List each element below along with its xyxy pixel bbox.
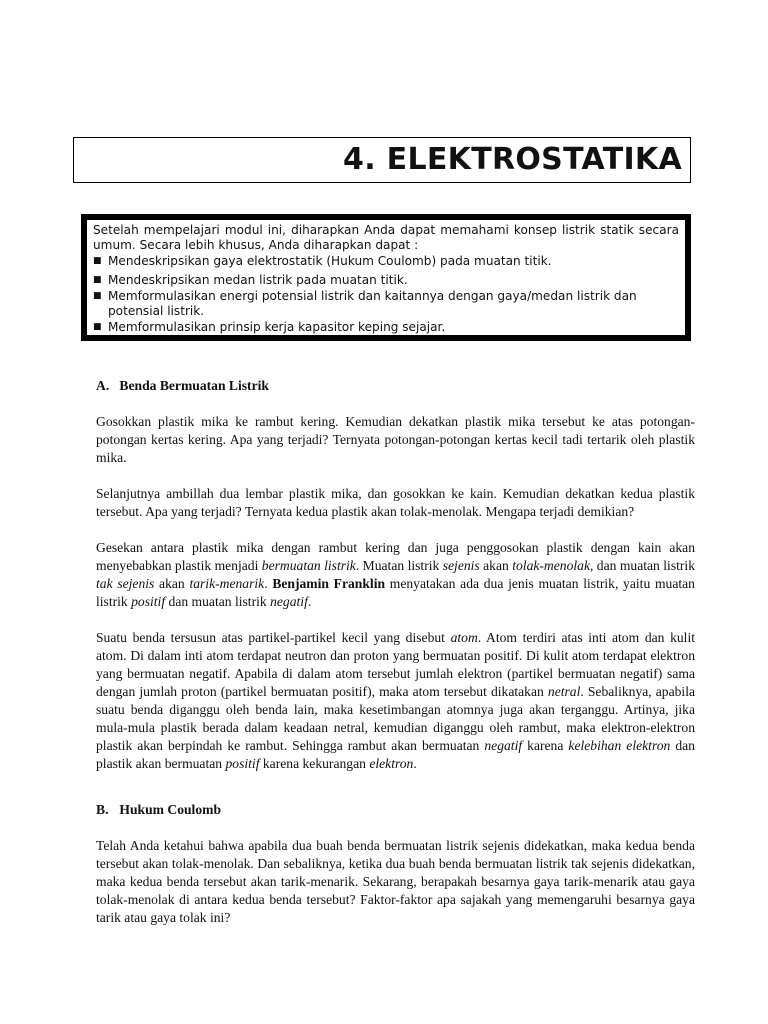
section-title: Benda Bermuatan Listrik [119,378,269,393]
objective-item: ■ Mendeskripsikan medan listrik pada muatan titik. [93,273,408,287]
main-content [96,377,695,945]
section-number: B. [96,802,109,817]
section-title: Hukum Coulomb [119,802,222,817]
section-a-heading [96,377,695,395]
square-bullet-icon: ■ [93,256,102,266]
paragraph: Selanjutnya ambillah dua lembar plastik mika, dan gosokkan ke kain. Kemudian dekatkan kedua plastik tersebut. Apa yang terjadi? Ternyata kedua plastik akan tolak-menolak. Mengapa terjadi demikian? [96,486,695,519]
paragraph: Gesekan antara plastik mika dengan rambut kering dan juga penggosokan plastik dengan kain akan menyebabkan plastik menjadi bermuatan listrik. Muatan listrik sejenis akan tolak-menolak, dan muatan listrik tak sejenis akan tarik-menarik. Benjamin Franklin menyatakan ada dua jenis muatan listrik, yaitu muatan listrik positif dan muatan listrik negatif. [96,540,695,609]
section-number: A. [96,378,110,393]
chapter-title-box [73,137,691,183]
learning-objectives-box [81,214,691,341]
paragraph: Gosokkan plastik mika ke rambut kering. Kemudian dekatkan plastik mika tersebut ke atas potongan-potongan kertas kering. Apa yang terjadi? Ternyata potongan-potongan kertas kecil tadi tertarik oleh plastik mika. [96,414,695,465]
chapter-title: 4. ELEKTROSTATIKA [343,142,682,177]
objective-item: ■ Memformulasikan prinsip kerja kapasitor keping sejajar. [93,320,446,334]
objective-item: ■ Mendeskripsikan gaya elektrostatik (Hukum Coulomb) pada muatan titik. [93,254,552,268]
objectives-list [93,254,679,335]
section-b-heading [96,801,695,819]
square-bullet-icon: ■ [93,291,102,301]
paragraph: Suatu benda tersusun atas partikel-partikel kecil yang disebut atom. Atom terdiri atas inti atom dan kulit atom. Di dalam inti atom terdapat neutron dan proton yang bermuatan positif. Di kulit atom terdapat elektron yang bermuatan negatif. Apabila di dalam atom tersebut jumlah elektron (partikel bermuatan negatif) sama dengan jumlah proton (partikel bermuatan positif), maka atom tersebut dikatakan netral. Sebaliknya, apabila suatu benda diganggu oleh benda lain, maka kesetimbangan atomnya juga akan terganggu. Artinya, jika mula-mula plastik berada dalam keadaan netral, kemudian diganggu oleh rambut, maka elektron-elektron plastik akan berpindah ke rambut. Sehingga rambut akan bermuatan negatif karena kelebihan elektron dan plastik akan bermuatan positif karena kekurangan elektron. [96,630,696,771]
objectives-intro: Setelah mempelajari modul ini, diharapkan Anda dapat memahami konsep listrik statik secara umum. Secara lebih khusus, Anda diharapkan dapat : [93,223,679,252]
objective-item: ■ Memformulasikan energi potensial listrik dan kaitannya dengan gaya/medan listrik dan potensial listrik. [93,289,637,318]
square-bullet-icon: ■ [93,322,102,332]
square-bullet-icon: ■ [93,275,102,285]
paragraph: Telah Anda ketahui bahwa apabila dua buah benda bermuatan listrik sejenis didekatkan, maka kedua benda tersebut akan tolak-menolak. Dan sebaliknya, ketika dua buah benda bermuatan listrik tak sejenis didekatkan, maka kedua benda tersebut akan tarik-menarik. Sekarang, berapakah besarnya gaya tarik-menarik atau gaya tolak-menolak di antara kedua benda tersebut? Faktor-faktor apa sajakah yang memengaruhi besarnya gaya tarik atau gaya tolak ini? [96,838,695,925]
